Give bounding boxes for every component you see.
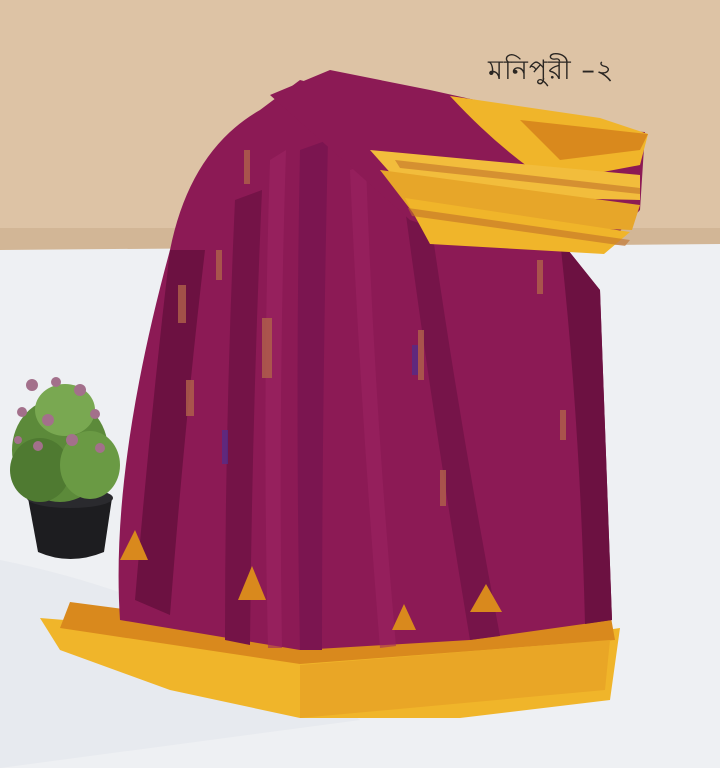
watermark-caption: মনিপুরী –২ [488,55,615,86]
